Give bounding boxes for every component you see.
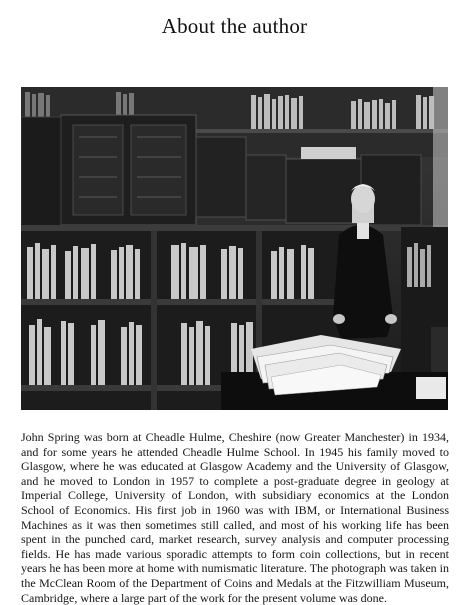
author-photo-illustration xyxy=(21,87,448,410)
author-photo xyxy=(21,87,448,410)
author-bio: John Spring was born at Cheadle Hulme, Cheshire (now Greater Manchester) in 1934, and for some years he attended Cheadle Hulme School. In 1945 his family moved to Glasgow, where he was educated at Glasgow Academy and the University of Glasgow, and he moved to London in 1957 to complete a post-graduate degree in geology at Imperial College, University of London, with subsidiary economics at the London School of Economics. His first job in 1960 was with IBM, or International Business Machines as it was then sometimes still called, and most of his working life has been spent in the punched card, market research, survey analysis and computer processing fields. He has made various sporadic attempts to form coin collections, but in recent years he has been more at home with numismatic literature. The photograph was taken in the McClean Room of the Department of Coins and Medals at the Fitzwilliam Museum, Cambridge, where a large part of the work for the present volume was done. xyxy=(21,430,449,605)
page-title: About the author xyxy=(161,14,308,38)
